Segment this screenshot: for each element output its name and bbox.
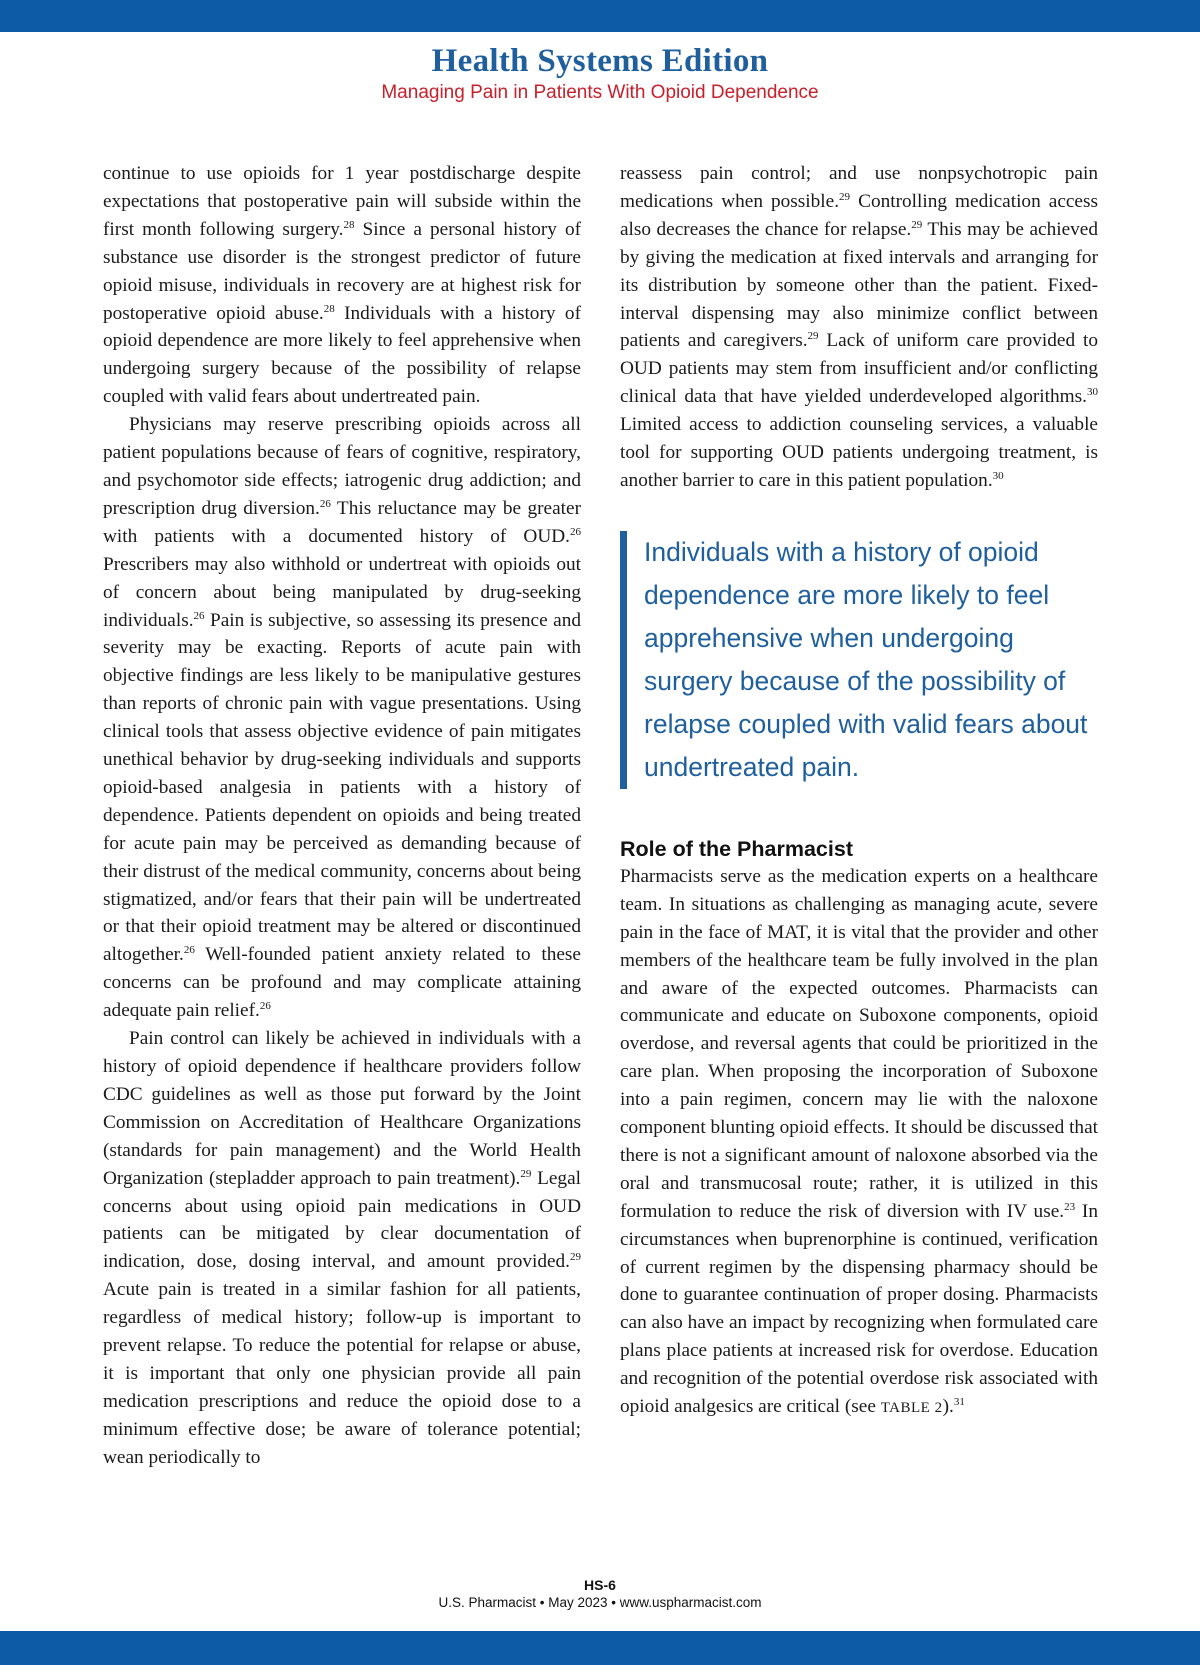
citation: 30 <box>992 469 1004 482</box>
text-run: reassess pain control; and use nonpsychotropic pain medications when possible. <box>620 163 1098 212</box>
citation: 26 <box>193 609 205 622</box>
left-column <box>103 160 581 1472</box>
citation: 26 <box>183 944 195 957</box>
text-run: continue to use opioids for 1 year postdischarge despite expectations that postoperative pain will subside within the first month following surgery. <box>103 163 581 240</box>
edition-title: Health Systems Edition <box>431 43 769 79</box>
text-run: This may be achieved by giving the medication at fixed intervals and arranging for its distribution by someone other than the patient. Fixed-interval dispensing may also minimize conflict between patients and caregivers. <box>620 218 1098 352</box>
citation: 28 <box>323 302 335 315</box>
top-color-bar <box>0 0 1200 32</box>
citation: 29 <box>570 1251 581 1264</box>
pull-quote-line: undertreated pain. <box>644 751 860 782</box>
paragraph <box>103 160 581 411</box>
citation: 29 <box>911 218 923 231</box>
right-column <box>620 160 1098 1423</box>
paragraph <box>620 160 1098 495</box>
page-number: HS-6 <box>584 1577 616 1593</box>
paragraph <box>103 1025 581 1472</box>
citation: 23 <box>1064 1200 1076 1213</box>
text-run: Pain is subjective, so assessing its presence and severity may be exacting. Reports of acute pain with objective findings are less likely to be manipulative gestures than reports of chronic pain with vague presentations. Using clinical tools that assess objective evidence of pain mitigates unethical behavior by drug-seeking individuals and supports opioid-based analgesia in patients with a history of dependence. Patients dependent on opioids and being treated for acute pain may be perceived as demanding because of their distrust of the medical community, concerns about being stigmatized, and/or fears that their pain will be undertreated or that their opioid treatment may be altered or discontinued altogether. <box>103 609 581 966</box>
pull-quote-line: Individuals with a history of opioid <box>644 536 1039 567</box>
citation: 29 <box>839 190 851 203</box>
article-subtitle: Managing Pain in Patients With Opioid Dependence <box>381 82 819 103</box>
citation: 26 <box>570 525 581 538</box>
text-run: Acute pain is treated in a similar fashion for all patients, regardless of medical history; follow-up is important to prevent relapse. To reduce the potential for relapse or abuse, it is important that only one physician provide all pain medication prescriptions and reduce the opioid dose to a minimum effective dose; be aware of tolerance potential; wean periodically to <box>103 1279 581 1468</box>
text-run: Well-founded patient anxiety related to these concerns can be profound and may complicate attaining adequate pain relief. <box>103 944 581 1022</box>
pull-quote-line: apprehensive when undergoing <box>644 622 1014 653</box>
paragraph <box>103 411 581 1025</box>
text-run: This reluctance may be greater with patients with a documented history of OUD. <box>103 497 581 547</box>
citation: 31 <box>953 1396 965 1409</box>
page-header <box>0 42 1200 105</box>
section-heading: Role of the Pharmacist <box>620 836 853 861</box>
citation: 29 <box>520 1167 532 1180</box>
pull-quote-line: relapse coupled with valid fears about <box>644 708 1088 739</box>
text-run: Limited access to addiction counseling services, a valuable tool for supporting OUD patients undergoing treatment, is another barrier to care in this patient population. <box>620 414 1098 491</box>
paragraph <box>620 863 1098 1423</box>
pull-quote-line: surgery because of the possibility of <box>644 665 1066 696</box>
pull-quote <box>620 531 1098 789</box>
pull-quote-line: dependence are more likely to feel <box>644 579 1050 610</box>
text-run: ). <box>942 1396 954 1418</box>
text-run: Pharmacists serve as the medication experts on a healthcare team. In situations as challenging as managing acute, severe pain in the face of MAT, it is vital that the provider and other members of the healthcare team be fully involved in the plan and aware of the expected outcomes. Pharmacists can communicate and educate on Suboxone components, opioid overdose, and reversal agents that could be prioritized in the care plan. When proposing the incorporation of Suboxone into a pain regimen, concern may lie with the naloxone component blunting opioid effects. It should be discussed that there is not a significant amount of naloxone absorbed via the oral and transmucosal route; rather, it is utilized in this formulation to reduce the risk of diversion with IV use. <box>620 865 1098 1222</box>
citation: 28 <box>343 218 355 231</box>
text-run: Physicians may reserve prescribing opioids across all patient populations because of fears of cognitive, respiratory, and psychomotor side effects; iatrogenic drug addiction; and prescription drug diversion. <box>103 414 581 519</box>
citation: 30 <box>1087 386 1098 399</box>
citation: 26 <box>319 497 331 510</box>
page-footer <box>0 1576 1200 1612</box>
citation: 29 <box>807 330 819 343</box>
text-run: Individuals with a history of opioid dependence are more likely to feel apprehensive when undergoing surgery because of the possibility of relapse coupled with valid fears about undertreated pain. <box>103 302 581 408</box>
text-run: Prescribers may also withhold or undertreat with opioids out of concern about being manipulated by drug-seeking individuals. <box>103 553 581 631</box>
text-run: Pain control can likely be achieved in individuals with a history of opioid dependence if healthcare providers follow CDC guidelines as well as those put forward by the Joint Commission on Accreditation of Healthcare Organizations (standards for pain management) and the World Health Organization (stepladder approach to pain treatment). <box>103 1028 581 1189</box>
text-run: Since a personal history of substance use disorder is the strongest predictor of future opioid misuse, individuals in recovery are at highest risk for postoperative opioid abuse. <box>103 218 582 324</box>
table-reference[interactable]: TABLE 2 <box>880 1400 943 1417</box>
publication-info: U.S. Pharmacist • May 2023 • www.uspharmacist.com <box>438 1595 762 1610</box>
bottom-color-bar <box>0 1631 1200 1665</box>
text-run: In circumstances when buprenorphine is continued, verification of current regimen by the dispensing pharmacy should be done to guarantee continuation of proper dosing. Pharmacists can also have an impact by recognizing when formulated care plans place patients at increased risk for overdose. Education and recognition of the potential overdose risk associated with opioid analgesics are critical (see <box>620 1200 1098 1418</box>
text-run: Lack of uniform care provided to OUD patients may stem from insufficient and/or conflicting clinical data that have yielded underdeveloped algorithms. <box>620 330 1098 408</box>
citation: 26 <box>259 1000 271 1013</box>
text-run: Controlling medication access also decreases the chance for relapse. <box>620 190 1098 240</box>
text-run: Legal concerns about using opioid pain medications in OUD patients can be mitigated by clear documentation of indication, dose, dosing interval, and amount provided. <box>103 1167 581 1273</box>
